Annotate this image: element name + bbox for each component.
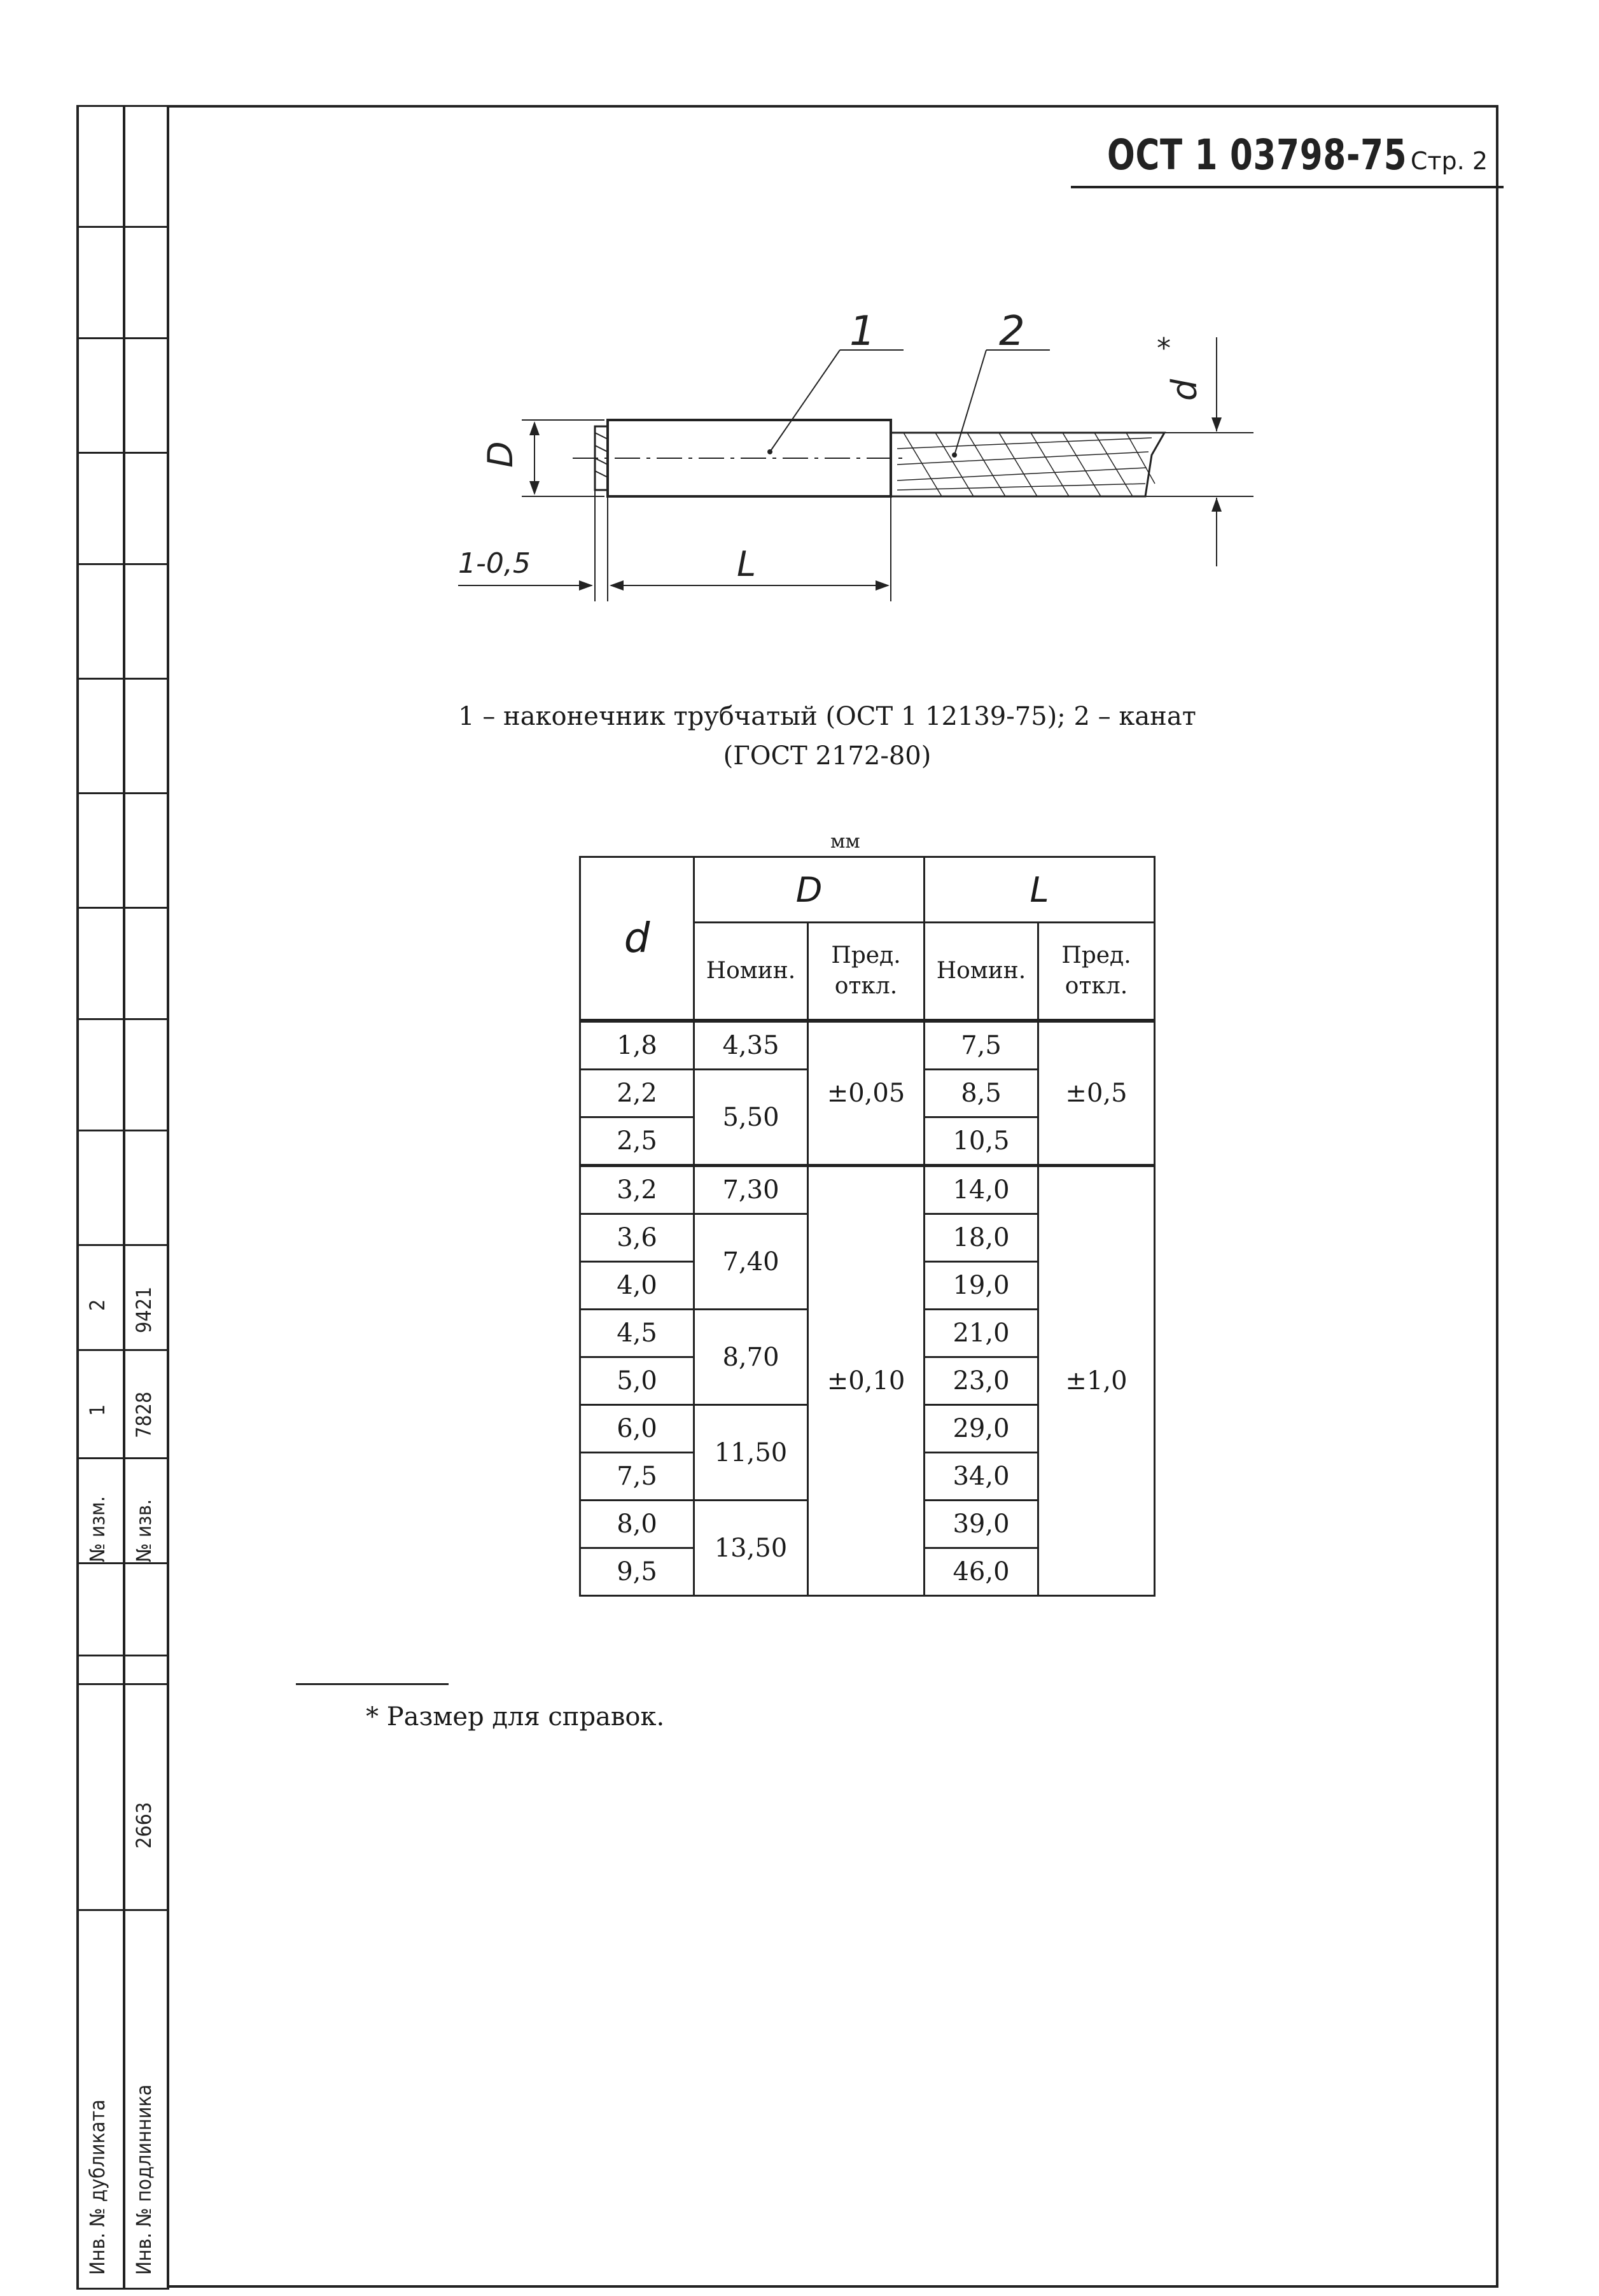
col-D-group-header: D [694,857,925,923]
footnote [366,1702,664,1732]
notice-1: 7828 [132,1391,156,1438]
orig-inv-no: 2663 [132,1802,156,1849]
footnote-marker: * [366,1702,379,1732]
col-L-tolerance-header: Пред. откл. [1038,923,1155,1021]
footnote-rule [296,1683,449,1685]
tol-L-cell: ±0,5 [1038,1021,1155,1166]
callout-2: 2 [999,308,1025,355]
table-row: 4,5 8,70 21,0 [580,1310,1155,1357]
drawing-caption [255,697,1400,776]
col-L-group-header: L [925,857,1155,923]
table-row: 5,0 23,0 [580,1357,1155,1405]
tol-L-cell: ±1,0 [1038,1166,1155,1596]
doc-code: ОСТ 1 03798-75 [1107,130,1407,179]
table-row: 2,5 10,5 [580,1117,1155,1166]
table-row: 6,0 11,50 29,0 [580,1405,1155,1453]
notice-2: 9421 [132,1286,156,1333]
dim-D-label: D [480,441,520,468]
col-L-nominal-header: Номин. [925,923,1038,1021]
dim-d-label: d [1164,379,1204,401]
tol-D-cell: ±0,05 [808,1021,925,1166]
dim-offset-label: 1-0,5 [458,547,531,580]
units-label: мм [830,830,860,853]
tol-D-cell: ±0,10 [808,1166,925,1596]
page-ref: Стр. 2 [1410,147,1488,175]
col-d-header: d [580,857,694,1021]
stamp-strip [76,105,169,2288]
caption-line-1: 1 – наконечник трубчатый (ОСТ 1 12139-75); 2 – канат [458,702,1196,731]
change-no-label: № изм. [85,1496,109,1562]
footnote-text: Размер для справок. [386,1702,665,1732]
dup-inv-label: Инв. № дубликата [85,2099,109,2275]
table-row: 3,2 7,30 ±0,10 14,0 ±1,0 [580,1166,1155,1214]
callout-1: 1 [849,308,876,355]
col-D-tolerance-header: Пред. откл. [808,923,925,1021]
page-header [1023,130,1488,179]
notice-no-label: № изв. [132,1499,156,1562]
col-D-nominal-header: Номин. [694,923,808,1021]
dim-L-label: L [737,544,757,584]
orig-inv-label: Инв. № подлинника [132,2084,156,2275]
assembly-drawing [433,299,1311,630]
table-row: 4,0 19,0 [580,1262,1155,1310]
table-row: 8,0 13,50 39,0 [580,1501,1155,1548]
wire-rope [891,433,1164,496]
table-row: 7,5 34,0 [580,1453,1155,1501]
caption-line-2: (ГОСТ 2172-80) [723,741,932,771]
change-1: 1 [85,1404,109,1416]
table-row: 1,8 4,35 ±0,05 7,5 ±0,5 [580,1021,1155,1070]
dim-d-star: * [1157,332,1171,365]
table-row: 3,6 7,40 18,0 [580,1214,1155,1262]
dimensions-table [579,856,1156,1597]
table-row: 9,5 46,0 [580,1548,1155,1596]
header-rule [1071,186,1504,188]
table-row: 2,2 5,50 8,5 [580,1070,1155,1117]
change-2: 2 [85,1299,109,1311]
